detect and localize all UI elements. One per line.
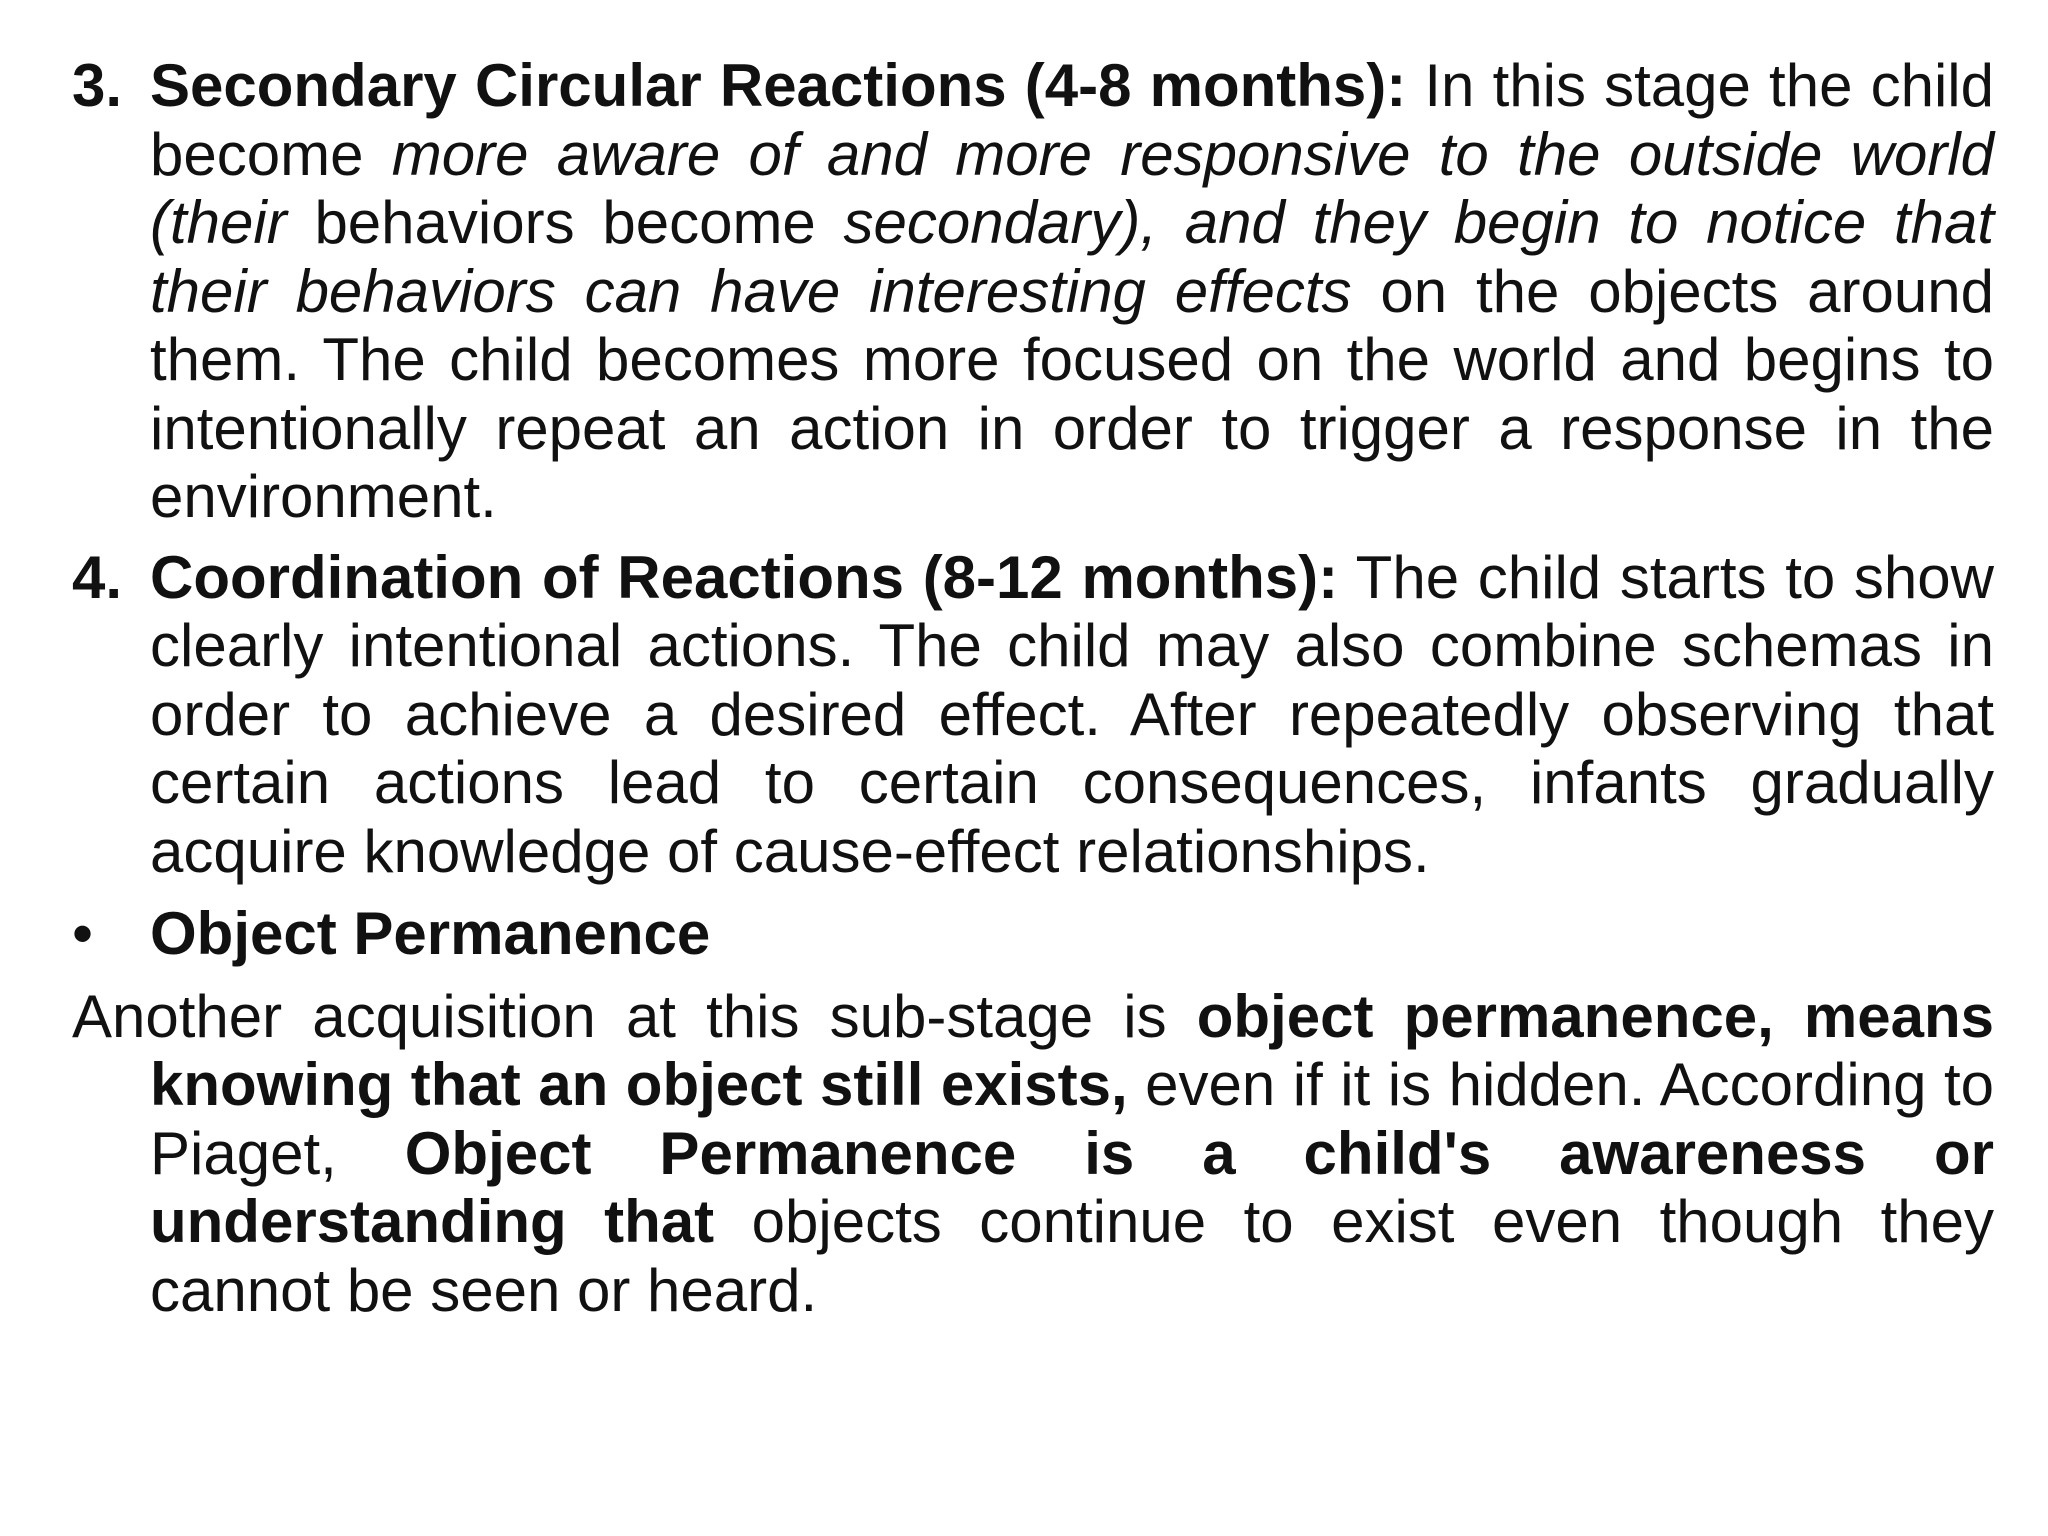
stage-4-number: 4.	[72, 543, 123, 611]
permanence-text-3: objects continue to exist even though they cannot be seen or heard.	[150, 1188, 1994, 1324]
slide-content	[72, 52, 1994, 1325]
stage-3-heading: Secondary Circular Reactions (4-8 months):	[150, 52, 1407, 119]
stage-3-text-2: behaviors become	[286, 189, 844, 256]
stage-3-italic-2: secondary), and they begin to notice that their behaviors can have interesting effects	[150, 189, 1995, 325]
stage-3-text-1: In this stage the child become	[150, 52, 1994, 188]
stage-3-text-3: on the objects around them. The child becomes more focused on the world and begins to intentionally repeat an action in order to trigger a response in the environment.	[150, 257, 1994, 530]
permanence-text-2: even if it is hidden. According to Piaget,	[150, 1051, 1994, 1187]
stage-3-number: 3.	[72, 52, 123, 119]
object-permanence-label: Object Permanence	[150, 900, 711, 967]
bullet-icon: •	[72, 900, 94, 967]
stage-4-heading: Coordination of Reactions (8-12 months):	[150, 543, 1339, 611]
stage-4-text: The child starts to show clearly intentional actions. The child may also combine schemas in order to achieve a desired effect. After repeatedly observing that certain actions lead to certain consequences, infants gradually acquire knowledge of cause-effect relationships.	[150, 543, 1994, 885]
permanence-bold-1: object permanence, means knowing that an object still exists,	[150, 982, 1994, 1118]
permanence-bold-2: Object Permanence is a child's awareness or understanding that	[150, 1119, 1994, 1255]
stage-3-italic-1: more aware of and more responsive to the outside world (their	[150, 120, 1994, 256]
stage-4-paragraph	[72, 544, 1994, 887]
object-permanence-paragraph	[72, 983, 1994, 1326]
permanence-text-1: Another acquisition at this sub-stage is	[72, 982, 1197, 1050]
stage-3-paragraph	[72, 52, 1994, 532]
object-permanence-bullet	[72, 900, 1994, 969]
